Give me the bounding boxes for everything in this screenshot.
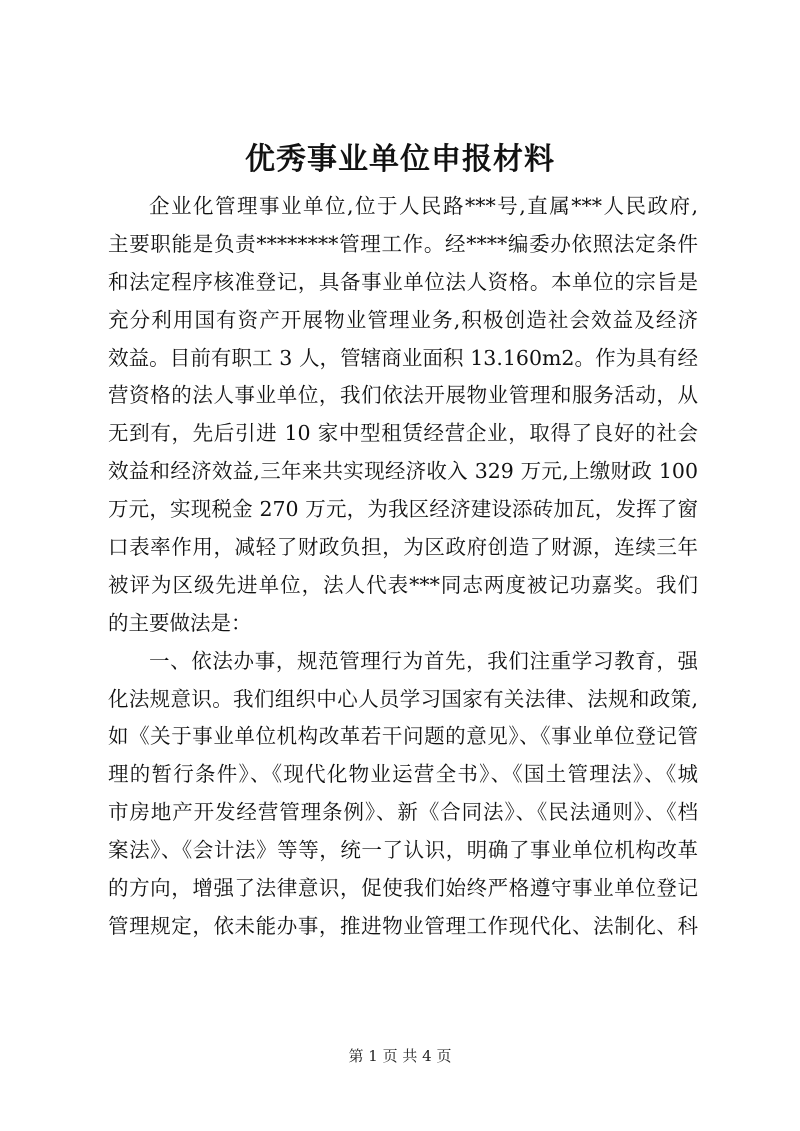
body-line: 化法规意识。我们组织中心人员学习国家有关法律、法规和政策,: [108, 686, 698, 711]
body-line: 的主要做法是：: [108, 610, 252, 635]
body-line: 营资格的法人事业单位，我们依法开展物业管理和服务活动，从: [108, 383, 698, 408]
body-line: 充分利用国有资产开展物业管理业务,积极创造社会效益及经济: [108, 307, 698, 332]
body-line: 市房地产开发经营管理条例》、新《合同法》、《民法通则》、《档: [108, 800, 698, 825]
body-line: 如《关于事业单位机构改革若干问题的意见》、《事业单位登记管: [108, 724, 698, 749]
body-line: 管理规定，依未能办事，推进物业管理工作现代化、法制化、科: [108, 913, 698, 938]
body-line: 一、依法办事，规范管理行为首先，我们注重学习教育，强: [149, 648, 698, 673]
body-line: 企业化管理事业单位,位于人民路***号,直属***人民政府,: [149, 194, 698, 218]
document-body: [108, 188, 698, 946]
page-footer: 第 1 页 共 4 页: [348, 1047, 452, 1065]
document-title: 优秀事业单位申报材料: [245, 142, 555, 177]
body-line: 被评为区级先进单位，法人代表***同志两度被记功嘉奖。我们: [108, 572, 698, 597]
body-line: 无到有，先后引进 10 家中型租赁经营企业，取得了良好的社会: [108, 421, 698, 446]
body-line: 的方向，增强了法律意识，促使我们始终严格遵守事业单位登记: [108, 876, 698, 901]
body-line: 和法定程序核准登记，具备事业单位法人资格。本单位的宗旨是: [108, 269, 698, 294]
body-line: 口表率作用，减轻了财政负担，为区政府创造了财源，连续三年: [108, 535, 698, 560]
body-line: 万元，实现税金 270 万元，为我区经济建设添砖加瓦，发挥了窗: [108, 497, 698, 522]
body-line: 效益。目前有职工 3 人，管辖商业面积 13.160m2。作为具有经: [108, 345, 698, 370]
body-line: 主要职能是负责********管理工作。经****编委办依照法定条件: [108, 231, 698, 256]
body-line: 案法》、《会计法》等等，统一了认识，明确了事业单位机构改革: [108, 838, 698, 863]
body-line: 效益和经济效益,三年来共实现经济收入 329 万元,上缴财政 100: [108, 459, 698, 484]
body-line: 理的暂行条件》、《现代化物业运营全书》、《国土管理法》、《城: [108, 762, 698, 787]
